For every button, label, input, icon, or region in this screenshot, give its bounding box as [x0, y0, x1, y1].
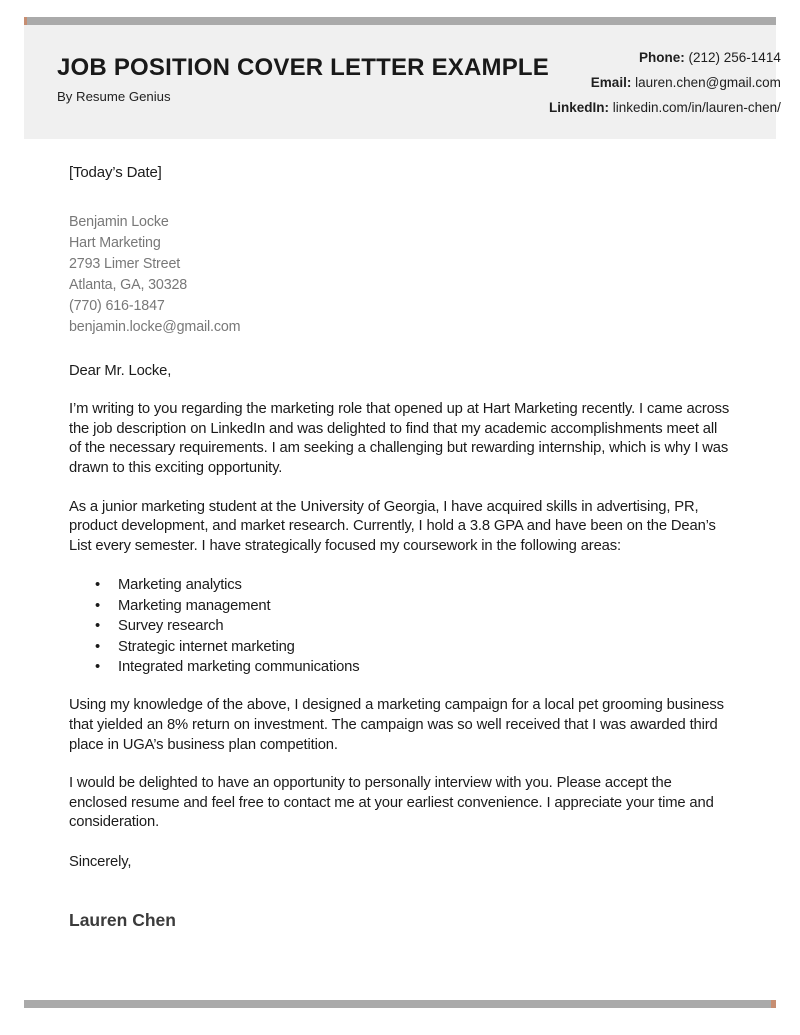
contact-linkedin-value: linkedin.com/in/lauren-chen/ [609, 100, 781, 115]
top-divider-bar [24, 17, 776, 25]
letter-body [69, 139, 731, 930]
closing: Sincerely, [69, 853, 132, 870]
page-title: JOB POSITION COVER LETTER EXAMPLE [57, 54, 549, 81]
paragraph-campaign: Using my knowledge of the above, I designed a marketing campaign for a local pet grooming business that yielded an 8% return on investment. The campaign was so well received that I was awarded third place in UGA’s business plan competition. [69, 697, 724, 753]
header-title-block [24, 25, 549, 104]
list-item: • Marketing management [95, 596, 731, 616]
list-item: • Integrated marketing communications [95, 657, 731, 677]
paragraph-skills: As a junior marketing student at the University of Georgia, I have acquired skills in advertising, PR, product development, and market research. Currently, I hold a 3.8 GPA and have been on the Dean’s List every semester. I have strategically focused my coursework in the following areas: [69, 498, 716, 554]
list-item: • Marketing analytics [95, 575, 731, 595]
contact-phone [549, 45, 781, 70]
paragraph-intro: I’m writing to you regarding the marketing role that opened up at Hart Marketing recently. I came across the job description on LinkedIn and was delighted to find that my academic accomplishments meet all of the necessary requirements. I am seeking a challenging but rewarding internship, which is why I was drawn to this exciting opportunity. [69, 401, 730, 476]
date-placeholder: [Today’s Date] [69, 164, 162, 181]
contact-email-value: lauren.chen@gmail.com [631, 75, 781, 90]
byline: By Resume Genius [57, 89, 171, 104]
signature: Lauren Chen [69, 909, 176, 930]
contact-linkedin-label: LinkedIn: [549, 100, 609, 115]
recipient-street: 2793 Limer Street [69, 255, 181, 272]
recipient-block [69, 212, 731, 338]
letter-header [24, 25, 781, 139]
recipient-email: benjamin.locke@gmail.com [69, 318, 241, 335]
coursework-list [69, 575, 731, 677]
recipient-phone: (770) 616-1847 [69, 297, 165, 314]
contact-linkedin [549, 95, 781, 120]
list-item: • Strategic internet marketing [95, 637, 731, 657]
paragraph-interview: I would be delighted to have an opportunity to personally interview with you. Please accept the enclosed resume and feel free to contact me at your earliest convenience. I appreciate your time and consideration. [69, 775, 714, 831]
recipient-name: Benjamin Locke [69, 213, 169, 230]
contact-phone-value: (212) 256-1414 [684, 50, 781, 65]
bottom-bar-accent [771, 1000, 776, 1008]
bottom-divider-bar [24, 1000, 776, 1008]
contact-email-label: Email: [590, 75, 632, 90]
top-bar-accent [24, 17, 27, 25]
contact-email [549, 70, 781, 95]
list-item: • Survey research [95, 616, 731, 636]
recipient-company: Hart Marketing [69, 234, 161, 251]
contact-info-block [549, 25, 800, 120]
salutation: Dear Mr. Locke, [69, 362, 172, 379]
recipient-city: Atlanta, GA, 30328 [69, 276, 188, 293]
contact-phone-label: Phone: [639, 50, 685, 65]
